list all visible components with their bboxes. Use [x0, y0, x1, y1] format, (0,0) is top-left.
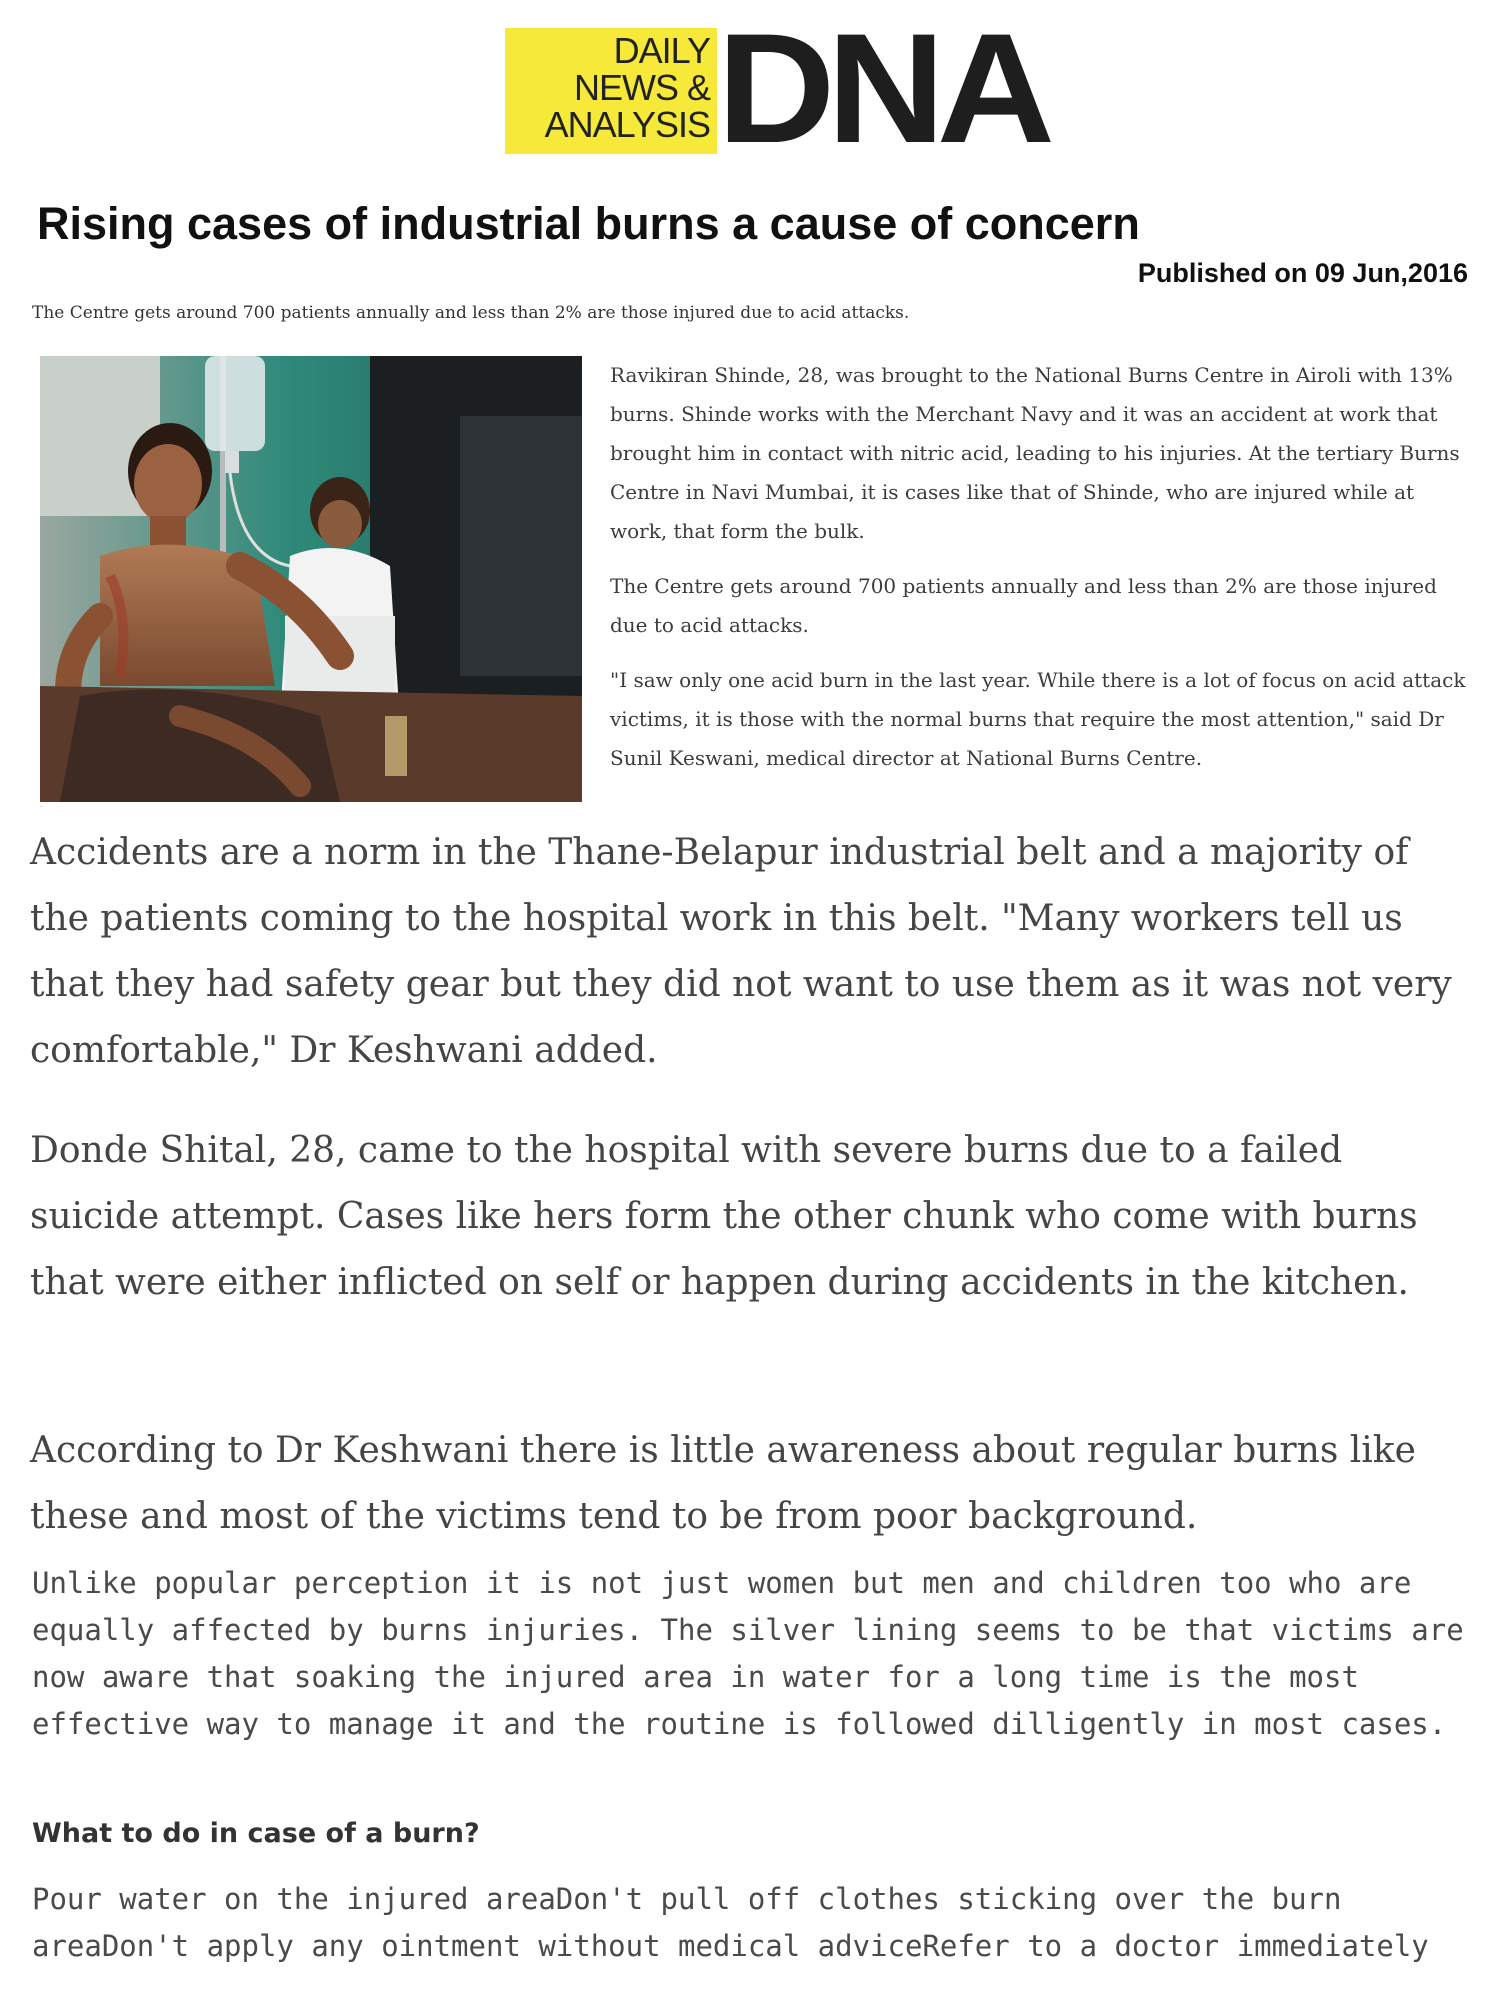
tips-text: Pour water on the injured areaDon't pull off clothes sticking over the burn areaDon't apply any ointment without medical adviceRefer to a doctor immediately	[32, 1882, 1429, 1963]
tips-heading: What to do in case of a burn?	[32, 1818, 480, 1849]
article-photo	[40, 356, 582, 802]
dna-masthead-logo	[505, 2, 1047, 176]
publish-date: Published on 09 Jun,2016	[1137, 258, 1468, 288]
body-paragraph-awareness	[30, 1418, 1470, 1550]
article-intro-column	[610, 356, 1470, 794]
body-paragraph-text: Donde Shital, 28, came to the hospital with severe burns due to a failed suicide attempt. Cases like hers form the other chunk who come with burns that were either inflicted on self or happen during accidents in the kitchen.	[30, 1130, 1418, 1303]
body-paragraph-accidents	[30, 820, 1470, 1084]
column-paragraph: The Centre gets around 700 patients annually and less than 2% are those injured due to acid attacks.	[610, 574, 1437, 637]
body-paragraph-text: Unlike popular perception it is not just women but men and children too who are equally affected by burns injuries. The silver lining seems to be that victims are now aware that soaking the injured area in water for a long time is the most effective way to manage it and the routine is followed dilligently in most cases.	[32, 1566, 1464, 1741]
logo-tagline-line-2: NEWS &	[573, 67, 710, 108]
hospital-patient-photo	[40, 356, 582, 802]
logo-tagline-line-3: ANALYSIS	[544, 104, 710, 145]
logo-tagline	[505, 32, 710, 143]
body-paragraph-donde-shital	[30, 1118, 1470, 1316]
body-paragraph-text: According to Dr Keshwani there is little awareness about regular burns like these and most of the victims tend to be from poor background.	[30, 1430, 1416, 1537]
body-paragraph-text: Accidents are a norm in the Thane-Belapur industrial belt and a majority of the patients coming to the hospital work in this belt. "Many workers tell us that they had safety gear but they did not want to use them as it was not very comfortable," Dr Keshwani added.	[30, 832, 1452, 1071]
logo-tagline-line-1: DAILY	[613, 30, 710, 71]
column-paragraph: Ravikiran Shinde, 28, was brought to the National Burns Centre in Airoli with 13% burns. Shinde works with the Merchant Navy and it was an accident at work that brought him in contact with nitric acid, leading to his injuries. At the tertiary Burns Centre in Navi Mumbai, it is cases like that of Shinde, who are injured while at work, that form the bulk.	[610, 363, 1460, 543]
body-paragraph-perception	[32, 1560, 1472, 1748]
article-subhead: The Centre gets around 700 patients annually and less than 2% are those injured due to acid attacks.	[32, 303, 910, 323]
article-headline: Rising cases of industrial burns a cause of concern	[37, 198, 1140, 249]
tips-list-text	[32, 1876, 1472, 1970]
logo-dna-letters: DNA	[717, 2, 1047, 176]
column-paragraph: "I saw only one acid burn in the last year. While there is a lot of focus on acid attack victims, it is those with the normal burns that require the most attention," said Dr Sunil Keswani, medical director at National Burns Centre.	[610, 668, 1466, 770]
photo-credit-mark: ·	[40, 804, 42, 811]
